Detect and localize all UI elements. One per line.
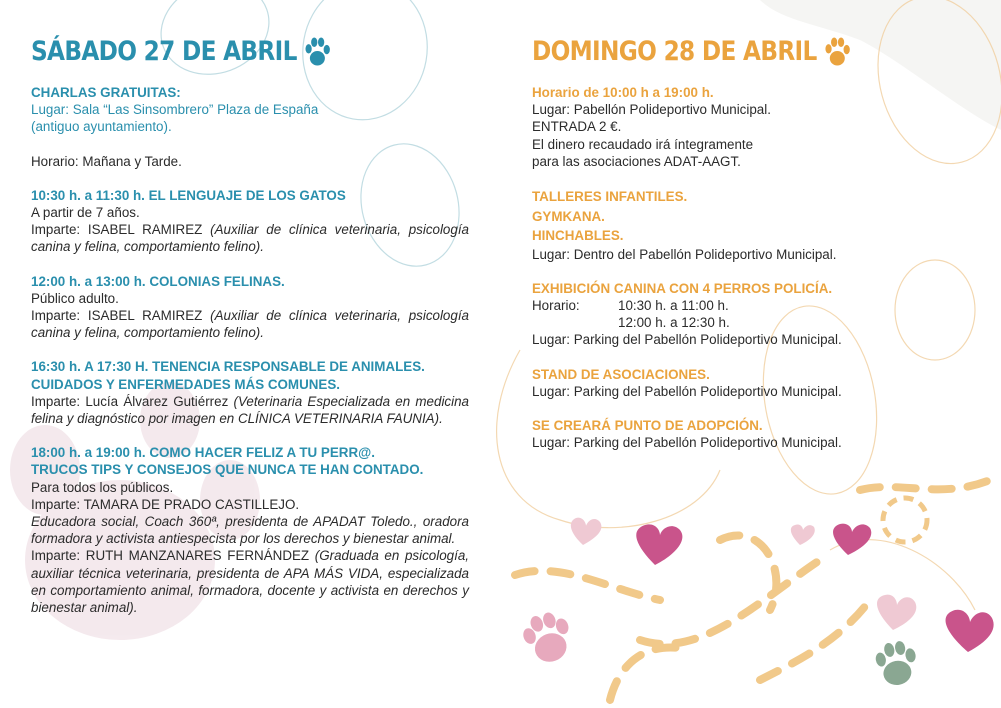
event-audience: Público adulto. (31, 290, 119, 306)
event-speaker (31, 221, 469, 255)
saturday-title: SÁBADO 27 DE ABRIL (31, 35, 297, 67)
heart-icon (946, 610, 994, 652)
schedule-time: 12:00 h. a 12:30 h. (618, 315, 730, 331)
money-note: El dinero recaudado irá íntegramente (532, 136, 754, 152)
heart-icon (791, 524, 815, 545)
schedule-text: Horario: Mañana y Tarde. (31, 153, 182, 169)
heart-icon (571, 518, 602, 545)
schedule-row (532, 297, 972, 314)
saturday-title-row (31, 32, 408, 70)
event-speaker (31, 547, 469, 616)
heart-icon (877, 595, 916, 630)
money-note: para las asociaciones ADAT-AAGT. (532, 153, 741, 169)
venue-text: Lugar: Parking del Pabellón Polideportivo Municipal. (532, 332, 842, 348)
paw-icon (823, 35, 851, 67)
schedule-time: 10:30 h. a 11:00 h. (618, 297, 729, 313)
schedule-label: Horario: (532, 297, 580, 313)
event-speaker (31, 307, 469, 341)
event-title: CUIDADOS Y ENFERMEDADES MÁS COMUNES. (31, 376, 341, 392)
heart-icon (636, 524, 682, 565)
activity-title: STAND DE ASOCIACIONES. (532, 366, 710, 382)
paw-icon (873, 639, 920, 688)
speaker-name: Imparte: ISABEL RAMIREZ (31, 308, 211, 324)
dashed-paths (515, 480, 990, 700)
speaker-description: (Auxiliar de clínica veterinaria, psicología canina y felina, comportamiento felino). (31, 222, 469, 255)
event-audience: Para todos los públicos. (31, 479, 174, 495)
speaker-description: Educadora social, Coach 360ª, presidenta de APADAT Toledo., oradora formadora y activista antiespecista por los derechos y bienestar animal. (31, 514, 469, 547)
activity-title: EXHIBICIÓN CANINA CON 4 PERROS POLICÍA. (532, 280, 833, 296)
event-title: 18:00 h. a 19:00 h. COMO HACER FELIZ A TU PERR@. (31, 445, 375, 461)
activity-title: GYMKANA. (532, 208, 605, 224)
speaker-description: (Auxiliar de clínica veterinaria, psicología canina y felina, comportamiento felino). (31, 308, 469, 341)
speaker-description: (Graduada en psicología, auxiliar técnica veterinaria, presidenta de APA MÁS VIDA, especializada en comportamiento animal, formadora, docente y activista en derechos y bienestar animal). (31, 548, 470, 616)
speaker-description: (Veterinaria Especializada en medicina felina y diagnóstico por imagen en CLÍNICA VETERINARIA FAUNIA). (31, 393, 469, 427)
sunday-title: DOMINGO 28 DE ABRIL (532, 35, 817, 67)
activity-title: TALLERES INFANTILES. (532, 189, 688, 205)
speaker-name: Imparte: ISABEL RAMIREZ (31, 222, 211, 238)
event-title: TRUCOS TIPS Y CONSEJOS QUE NUNCA TE HAN CONTADO. (31, 462, 424, 478)
talks-heading: CHARLAS GRATUITAS: (31, 85, 181, 100)
entry-price: ENTRADA 2 €. (532, 119, 622, 135)
activity-title: HINCHABLES. (532, 228, 624, 244)
venue-text: Lugar: Parking del Pabellón Polideportivo Municipal. (532, 383, 842, 399)
saturday-column (31, 32, 469, 616)
activity-title: SE CREARÁ PUNTO DE ADOPCIÓN. (532, 417, 763, 433)
dashed-circle (883, 498, 927, 542)
schedule-row (532, 314, 972, 331)
sunday-title-row (532, 32, 910, 70)
speaker-name: Imparte: Lucía Álvarez Gutiérrez (31, 393, 234, 409)
sunday-column (532, 32, 972, 451)
event-speaker (31, 393, 469, 427)
heart-icon (833, 524, 871, 555)
paw-icon (304, 35, 332, 67)
hours-heading: Horario de 10:00 h a 19:00 h. (532, 85, 714, 100)
paw-icon (518, 606, 578, 668)
speaker-name: Imparte: TAMARA DE PRADO CASTILLEJO. (31, 496, 300, 512)
event-title: 12:00 h. a 13:00 h. COLONIAS FELINAS. (31, 273, 285, 289)
event-title: 16:30 h. A 17:30 H. TENENCIA RESPONSABLE DE ANIMALES. (31, 359, 425, 375)
speaker-name: Imparte: RUTH MANZANARES FERNÁNDEZ (31, 548, 315, 564)
venue-text: Lugar: Parking del Pabellón Polideportivo Municipal. (532, 435, 842, 451)
event-audience: A partir de 7 años. (31, 205, 140, 221)
venue-text: Lugar: Pabellón Polideportivo Municipal. (532, 102, 771, 118)
venue-line: Lugar: Sala “Las Sinsombrero” Plaza de España (31, 102, 319, 118)
event-title: 10:30 h. a 11:30 h. EL LENGUAJE DE LOS GATOS (31, 187, 346, 203)
venue-line: (antiguo ayuntamiento). (31, 119, 172, 135)
venue-text: Lugar: Dentro del Pabellón Polideportivo Municipal. (532, 246, 837, 262)
